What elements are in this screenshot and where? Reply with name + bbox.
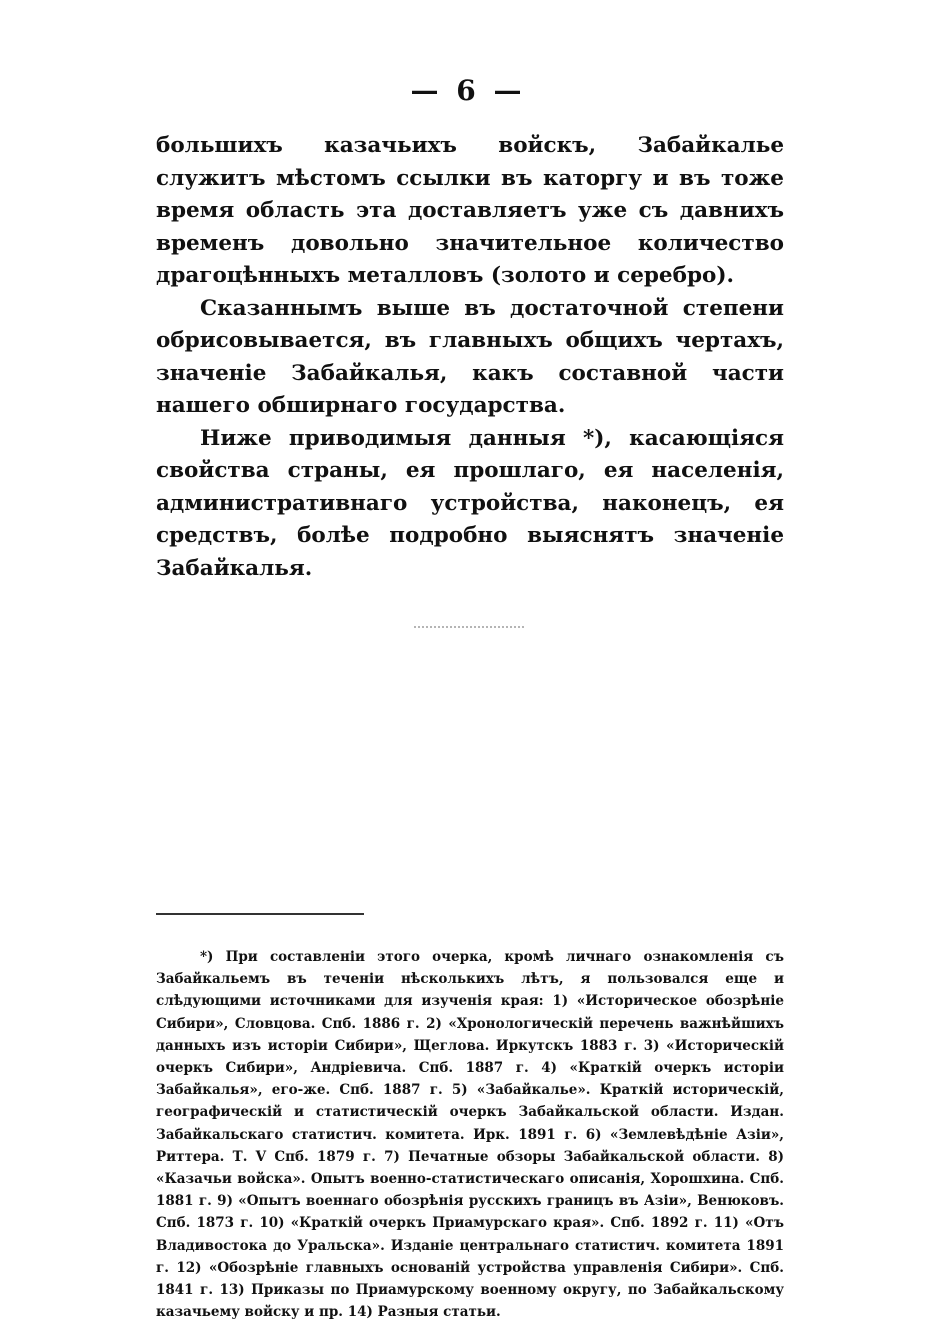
- footnote-divider: [156, 913, 364, 915]
- paragraph: большихъ казачьихъ войскъ, Забайкалье служитъ мѣстомъ ссылки въ каторгу и въ тоже время область эта доставляетъ уже съ давнихъ временъ довольно значительное количество драгоцѣнныхъ металловъ (золото и серебро).: [156, 133, 784, 288]
- page-number: — 6 —: [410, 74, 526, 107]
- body-text: [156, 130, 784, 585]
- section-separator: [414, 626, 524, 638]
- footnote: *) При составленiи этого очерка, кромѣ личнаго ознакомленiя съ Забайкальемъ въ теченiи нѣсколькихъ лѣтъ, я пользовался еще и слѣдующими источниками для изученiя края: 1) «Историческое обозрѣнiе Сибири», Словцова. Спб. 1886 г. 2) «Хронологическiй перечень важнѣйшихъ данныхъ изъ исторiи Сибири», Щеглова. Иркутскъ 1883 г. 3) «Историческiй очеркъ Сибири», Андрiевича. Спб. 1887 г. 4) «Краткiй очеркъ исторiи Забайкалья», его-же. Спб. 1887 г. 5) «Забайкалье». Краткiй историческiй, географическiй и статистическiй очеркъ Забайкальской области. Издан. Забайкальскаго статистич. комитета. Ирк. 1891 г. 6) «Землевѣдѣнiе Азiи», Риттера. Т. V Спб. 1879 г. 7) Печатные обзоры Забайкальской области. 8) «Казачьи войска». Опытъ военно-статистическаго описанiя, Хорошхина. Спб. 1881 г. 9) «Опытъ военнаго обозрѣнiя русскихъ границъ въ Азiи», Венюковъ. Спб. 1873 г. 10) «Краткiй очеркъ Приамурскаго края». Спб. 1892 г. 11) «Отъ Владивостока до Уральска». Изданiе центральнаго статистич. комитета 1891 г. 12) «Обозрѣнiе главныхъ основанiй устройства управленiя Сибири». Спб. 1841 г. 13) Приказы по Приамурскому военному округу, по Забайкальскому казачьему войску и пр. 14) Разныя статьи.: [156, 949, 784, 1321]
- paragraph: Сказаннымъ выше въ достаточной степени обрисовывается, въ главныхъ общихъ чертахъ, значенiе Забайкалья, какъ составной части нашего обширнаго государства.: [156, 295, 784, 418]
- paragraph: Ниже приводимыя данныя *), касающiяся свойства страны, ея прошлаго, ея населенiя, административнаго устройства, наконецъ, ея средствъ, болѣе подробно выяснятъ значенiе Забайкалья.: [156, 425, 784, 581]
